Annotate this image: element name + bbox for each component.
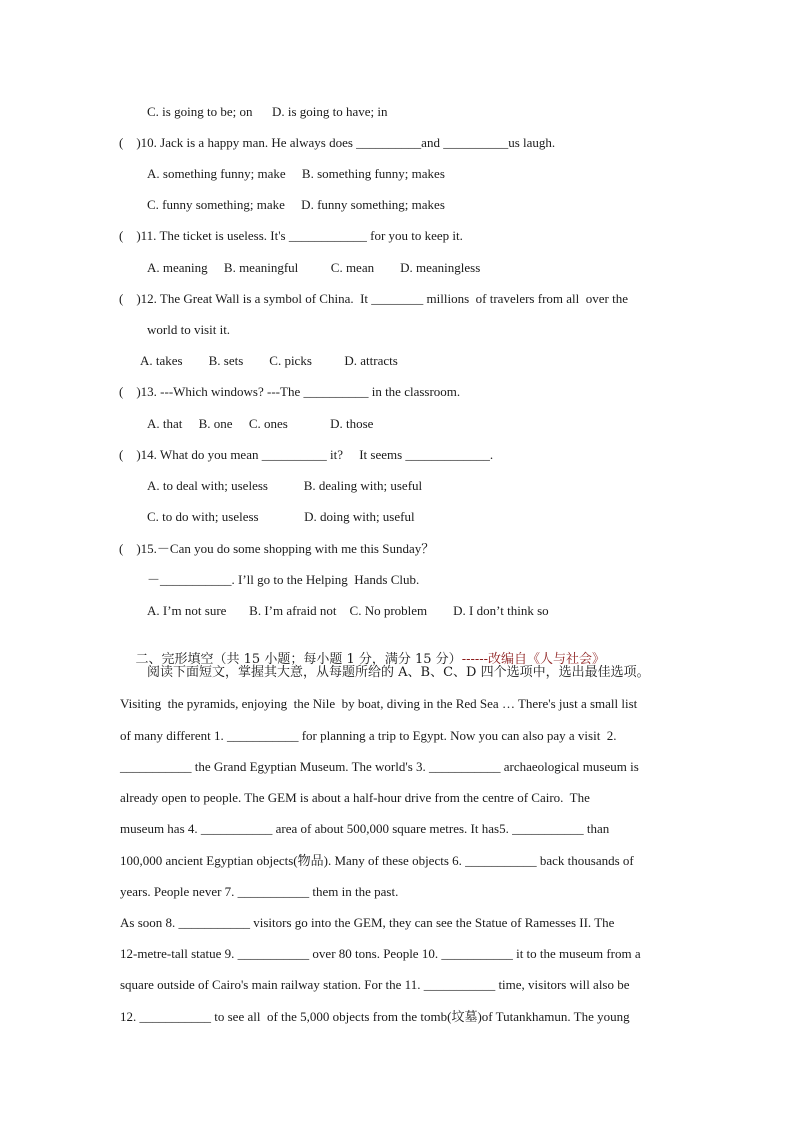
section-instruction: 阅读下面短文，掌握其大意，从每题所给的 A、B、C、D 四个选项中，选出最佳选项。 [147, 665, 650, 680]
option-line-11: A. meaning B. meaningful C. mean D. meaningless [147, 260, 481, 275]
option-line-12: A. takes B. sets C. picks D. attracts [140, 353, 398, 368]
option-line-10ab: A. something funny; make B. something funny; makes [147, 166, 445, 181]
question-13: ( )13. ---Which windows? ---The __________ in the classroom. [119, 384, 461, 399]
section-title: 二、完形填空（共 15 小题；每小题 1 分，满分 15 分） [135, 652, 462, 667]
question-15: ( )15.－Can you do some shopping with me this Sunday？ [119, 541, 435, 556]
passage-line: 12-metre-tall statue 9. ___________ over 80 tons. People 10. ___________ it to the museum from a [120, 946, 641, 961]
passage-line: 12. ___________ to see all of the 5,000 objects from the tomb(坟墓)of Tutankhamun. The young [120, 1009, 630, 1024]
passage-line: of many different 1. ___________ for planning a trip to Egypt. Now you can also pay a visit 2. [120, 728, 617, 743]
section-source: ------改编自《人与社会》 [461, 652, 606, 667]
option-line-10cd: C. funny something; make D. funny something; makes [147, 197, 445, 212]
question-12: ( )12. The Great Wall is a symbol of China. It ________ millions of travelers from all over the [119, 291, 628, 306]
passage-line: square outside of Cairo's main railway station. For the 11. ___________ time, visitors will also be [120, 977, 630, 992]
question-12-continued: world to visit it. [147, 322, 231, 337]
option-line-13: A. that B. one C. ones D. those [147, 416, 374, 431]
passage-line: As soon 8. ___________ visitors go into the GEM, they can see the Statue of Ramesses II. The [120, 915, 615, 930]
passage-line: ___________ the Grand Egyptian Museum. The world's 3. ___________ archaeological museum is [120, 759, 639, 774]
question-14: ( )14. What do you mean __________ it? It seems _____________. [119, 447, 494, 462]
option-line-15: A. I’m not sure B. I’m afraid not C. No problem D. I don’t think so [147, 603, 549, 618]
passage-line: years. People never 7. ___________ them in the past. [120, 884, 399, 899]
option-line-9cd: C. is going to be; on D. is going to have; in [147, 104, 388, 119]
question-15-reply: －___________. I’ll go to the Helping Hands Club. [147, 572, 420, 587]
question-10: ( )10. Jack is a happy man. He always does __________and __________us laugh. [119, 135, 556, 150]
passage-line: Visiting the pyramids, enjoying the Nile by boat, diving in the Red Sea … There's just a small list [120, 696, 638, 711]
passage-line: 100,000 ancient Egyptian objects(物品). Many of these objects 6. ___________ back thousands of [120, 853, 634, 868]
passage-line: already open to people. The GEM is about a half-hour drive from the centre of Cairo. The [120, 790, 590, 805]
option-line-14cd: C. to do with; useless D. doing with; useful [147, 509, 415, 524]
option-line-14ab: A. to deal with; useless B. dealing with; useful [147, 478, 423, 493]
passage-line: museum has 4. ___________ area of about 500,000 square metres. It has5. ___________ than [120, 821, 610, 836]
question-11: ( )11. The ticket is useless. It's ____________ for you to keep it. [119, 228, 463, 243]
